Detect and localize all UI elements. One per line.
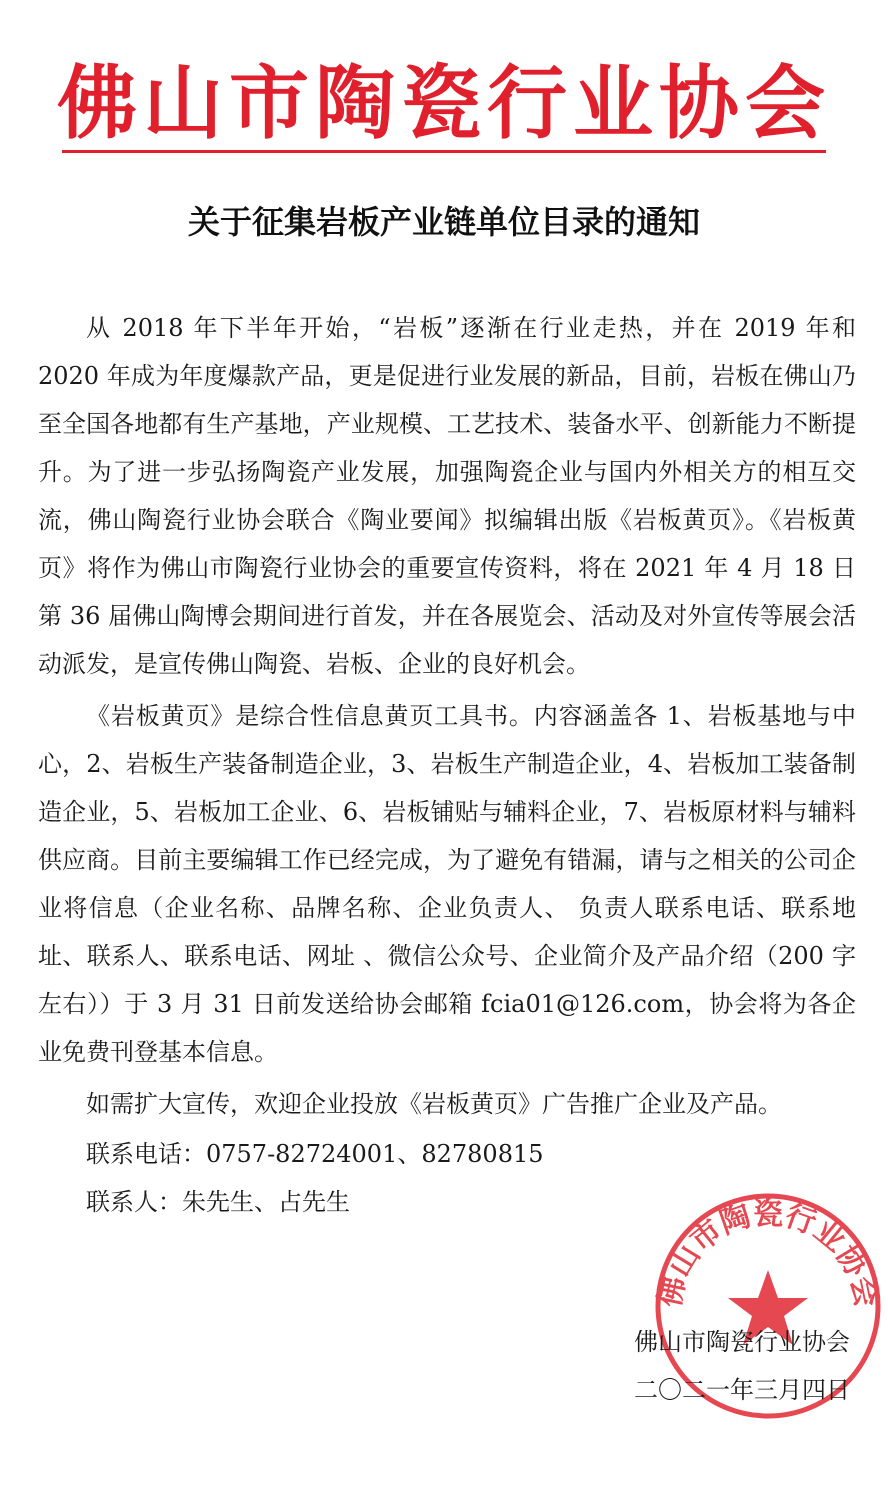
- letterhead-org-name: 佛山市陶瓷行业协会: [57, 57, 831, 150]
- paragraph-text: 从 2018 年下半年开始，“岩板”逐渐在行业走热，并在 2019 年和 2020 年成为年度爆款产品，更是促进行业发展的新品，目前，岩板在佛山乃至全国各地都有生产基地，产业规模、工艺技术、装备水平、创新能力不断提升。为了进一步弘扬陶瓷产业发展，加强陶瓷企业与国内外相关方的相互交流，佛山陶瓷行业协会联合《陶业要闻》拟编辑出版《岩板黄页》。《岩板黄页》将作为佛山市陶瓷行业协会的重要宣传资料，将在 2021 年 4 月 18 日第 36 届佛山陶博会期间进行首发，并在各展览会、活动及对外宣传等展会活动派发，是宣传佛山陶瓷、岩板、企业的良好机会。: [38, 314, 856, 678]
- body-paragraph-2: [38, 692, 856, 1076]
- signature-date: 二〇二一年三月四日: [634, 1376, 850, 1404]
- contact-person: 联系人：朱先生、占先生: [86, 1188, 350, 1216]
- seal-text: 佛山市陶瓷行业协会: [652, 1196, 884, 1311]
- contact-phone: 联系电话：0757-82724001、82780815: [86, 1140, 544, 1168]
- letterhead-rule: [62, 150, 826, 153]
- document-title: 关于征集岩板产业链单位目录的通知: [187, 203, 700, 241]
- body-paragraph-1: [38, 304, 856, 688]
- advertising-note: 如需扩大宣传，欢迎企业投放《岩板黄页》广告推广企业及产品。: [86, 1090, 782, 1118]
- signature-org: 佛山市陶瓷行业协会: [634, 1328, 850, 1356]
- paragraph-text: 《岩板黄页》是综合性信息黄页工具书。内容涵盖各 1、岩板基地与中心，2、岩板生产装备制造企业，3、岩板生产制造企业，4、岩板加工装备制造企业，5、岩板加工企业、6、岩板铺贴与辅料企业，7、岩板原材料与辅料供应商。目前主要编辑工作已经完成，为了避免有错漏，请与之相关的公司企业将信息（企业名称、品牌名称、企业负责人、 负责人联系电话、联系地址、联系人、联系电话、网址 、微信公众号、企业简介及产品介绍（200 字左右））于 3 月 31 日前发送给协会邮箱 fcia01@126.com，协会将为各企业免费刊登基本信息。: [38, 702, 856, 1066]
